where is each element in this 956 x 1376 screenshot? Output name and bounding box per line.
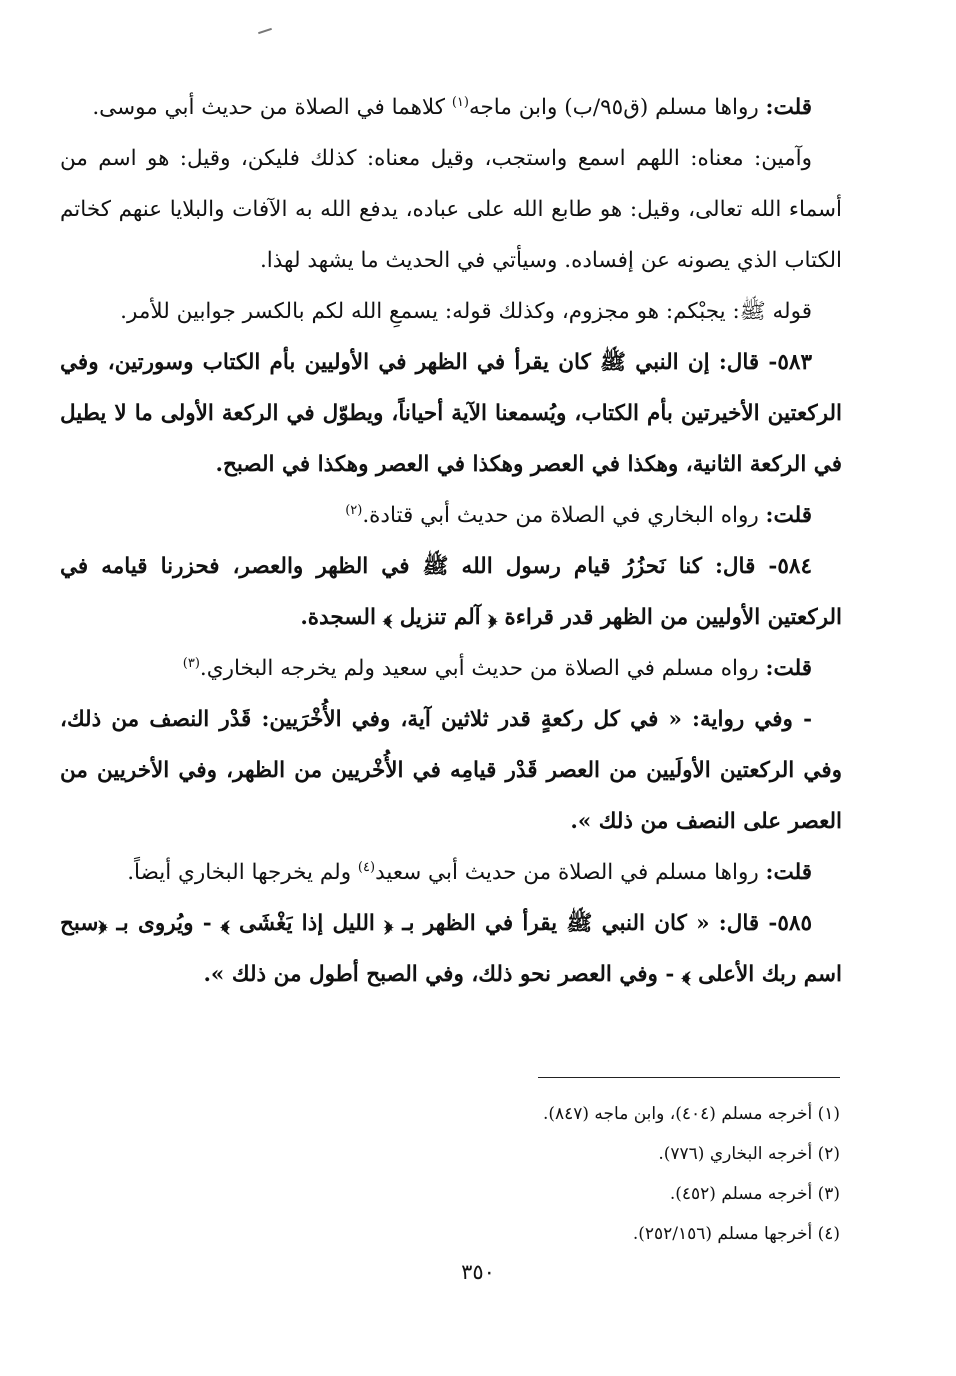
paragraph-text: رواها مسلم في الصلاة من حديث أبي سعيد xyxy=(375,860,766,885)
paragraph-text: رواه البخاري في الصلاة من حديث أبي قتادة. xyxy=(362,503,766,528)
footnote-4: (٤) أخرجها مسلم (٢٥٢/١٥٦). xyxy=(632,1224,840,1244)
qultu-label: قلت: xyxy=(765,503,812,528)
footnote-ref-3: (٣) xyxy=(182,655,200,671)
hadith-585: ٥٨٥- قال: « كان النبي ﷺ يقرأ في الظهر بـ ﴿ الليل إذا يَغْشَى ﴾ - ويُروى بـ ﴿سبح اسم ربك الأعلى ﴾ - وفي العصر نحو ذلك، وفي الصبح أطول من ذلك ». xyxy=(60,911,842,987)
footnotes xyxy=(380,1094,840,1254)
paragraph-1 xyxy=(60,82,842,133)
qultu-label: قلت: xyxy=(765,656,812,681)
hadith-583: ٥٨٣- قال: إن النبي ﷺ كان يقرأ في الظهر في الأوليين بأم الكتاب وسورتين، وفي الركعتين الأخيرتين بأم الكتاب، ويُسمعنا الآية أحياناً، ويطوّل في الركعة الأولى ما لا يطيل في الركعة الثانية، وهكذا في العصر وهكذا في العصر وهكذا في الصبح. xyxy=(60,350,842,477)
stray-ink-mark xyxy=(258,28,272,34)
paragraph-5 xyxy=(60,490,842,541)
paragraph-text: رواه مسلم في الصلاة من حديث أبي سعيد ولم يخرجه البخاري. xyxy=(199,656,766,681)
footnote-divider xyxy=(538,1077,840,1078)
hadith-584: ٥٨٤- قال: كنا نَحزُرُ قيام رسول الله ﷺ في الظهر والعصر، فحزرنا قيامه في الركعتين الأوليين من الظهر قدر قراءة ﴿ آلم تنزيل ﴾ السجدة. xyxy=(60,554,842,630)
footnote-ref-4: (٤) xyxy=(357,859,376,875)
paragraph-text-cont: كلاهما في الصلاة من حديث أبي موسى. xyxy=(92,95,452,120)
paragraph-text: رواها مسلم (ق٩٥/ب) وابن ماجه xyxy=(468,95,766,120)
qultu-label: قلت: xyxy=(765,860,812,885)
paragraph-2: وآمين: معناه: اللهم اسمع واستجب، وقيل معناه: كذلك فليكن، وقيل: هو اسم من أسماء الله تعالى، وقيل: هو طابع الله على عباده، يدفع الله به الآفات والبلايا عنهم كخاتم الكتاب الذي يصونه عن إفساده. وسيأتي في الحديث ما يشهد لهذا. xyxy=(60,146,842,273)
paragraph-9 xyxy=(60,847,842,898)
paragraph-3: قوله ﷺ: يجبْكم: هو مجزوم، وكذلك قوله: يسمعِ الله لكم بالكسر جوابين للأمر. xyxy=(120,299,812,324)
riwaya-paragraph: - وفي رواية: « في كل ركعةٍ قدر ثلاثين آية، وفي الأُخْرَيين: قَدْر النصف من ذلك، وفي الركعتين الأولَيين من العصر قَدْر قيامِه في الأُخْريين من الظهر، وفي الأخريين من العصر على النصف من ذلك ». xyxy=(60,707,842,834)
footnote-1: (١) أخرجه مسلم (٤٠٤)، وابن ماجه (٨٤٧). xyxy=(542,1104,840,1124)
footnote-ref-2: (٢) xyxy=(345,502,363,518)
page-number: ٣٥٠ xyxy=(461,1260,495,1284)
footnote-3: (٣) أخرجه مسلم (٤٥٢). xyxy=(669,1184,840,1204)
qultu-label: قلت: xyxy=(765,95,812,120)
paragraph-text-cont: ولم يخرجها البخاري أيضاً. xyxy=(127,860,358,885)
paragraph-7 xyxy=(60,643,842,694)
footnote-2: (٢) أخرجه البخاري (٧٧٦). xyxy=(658,1144,840,1164)
footnote-ref-1: (١) xyxy=(451,94,469,110)
main-text xyxy=(60,82,842,1000)
